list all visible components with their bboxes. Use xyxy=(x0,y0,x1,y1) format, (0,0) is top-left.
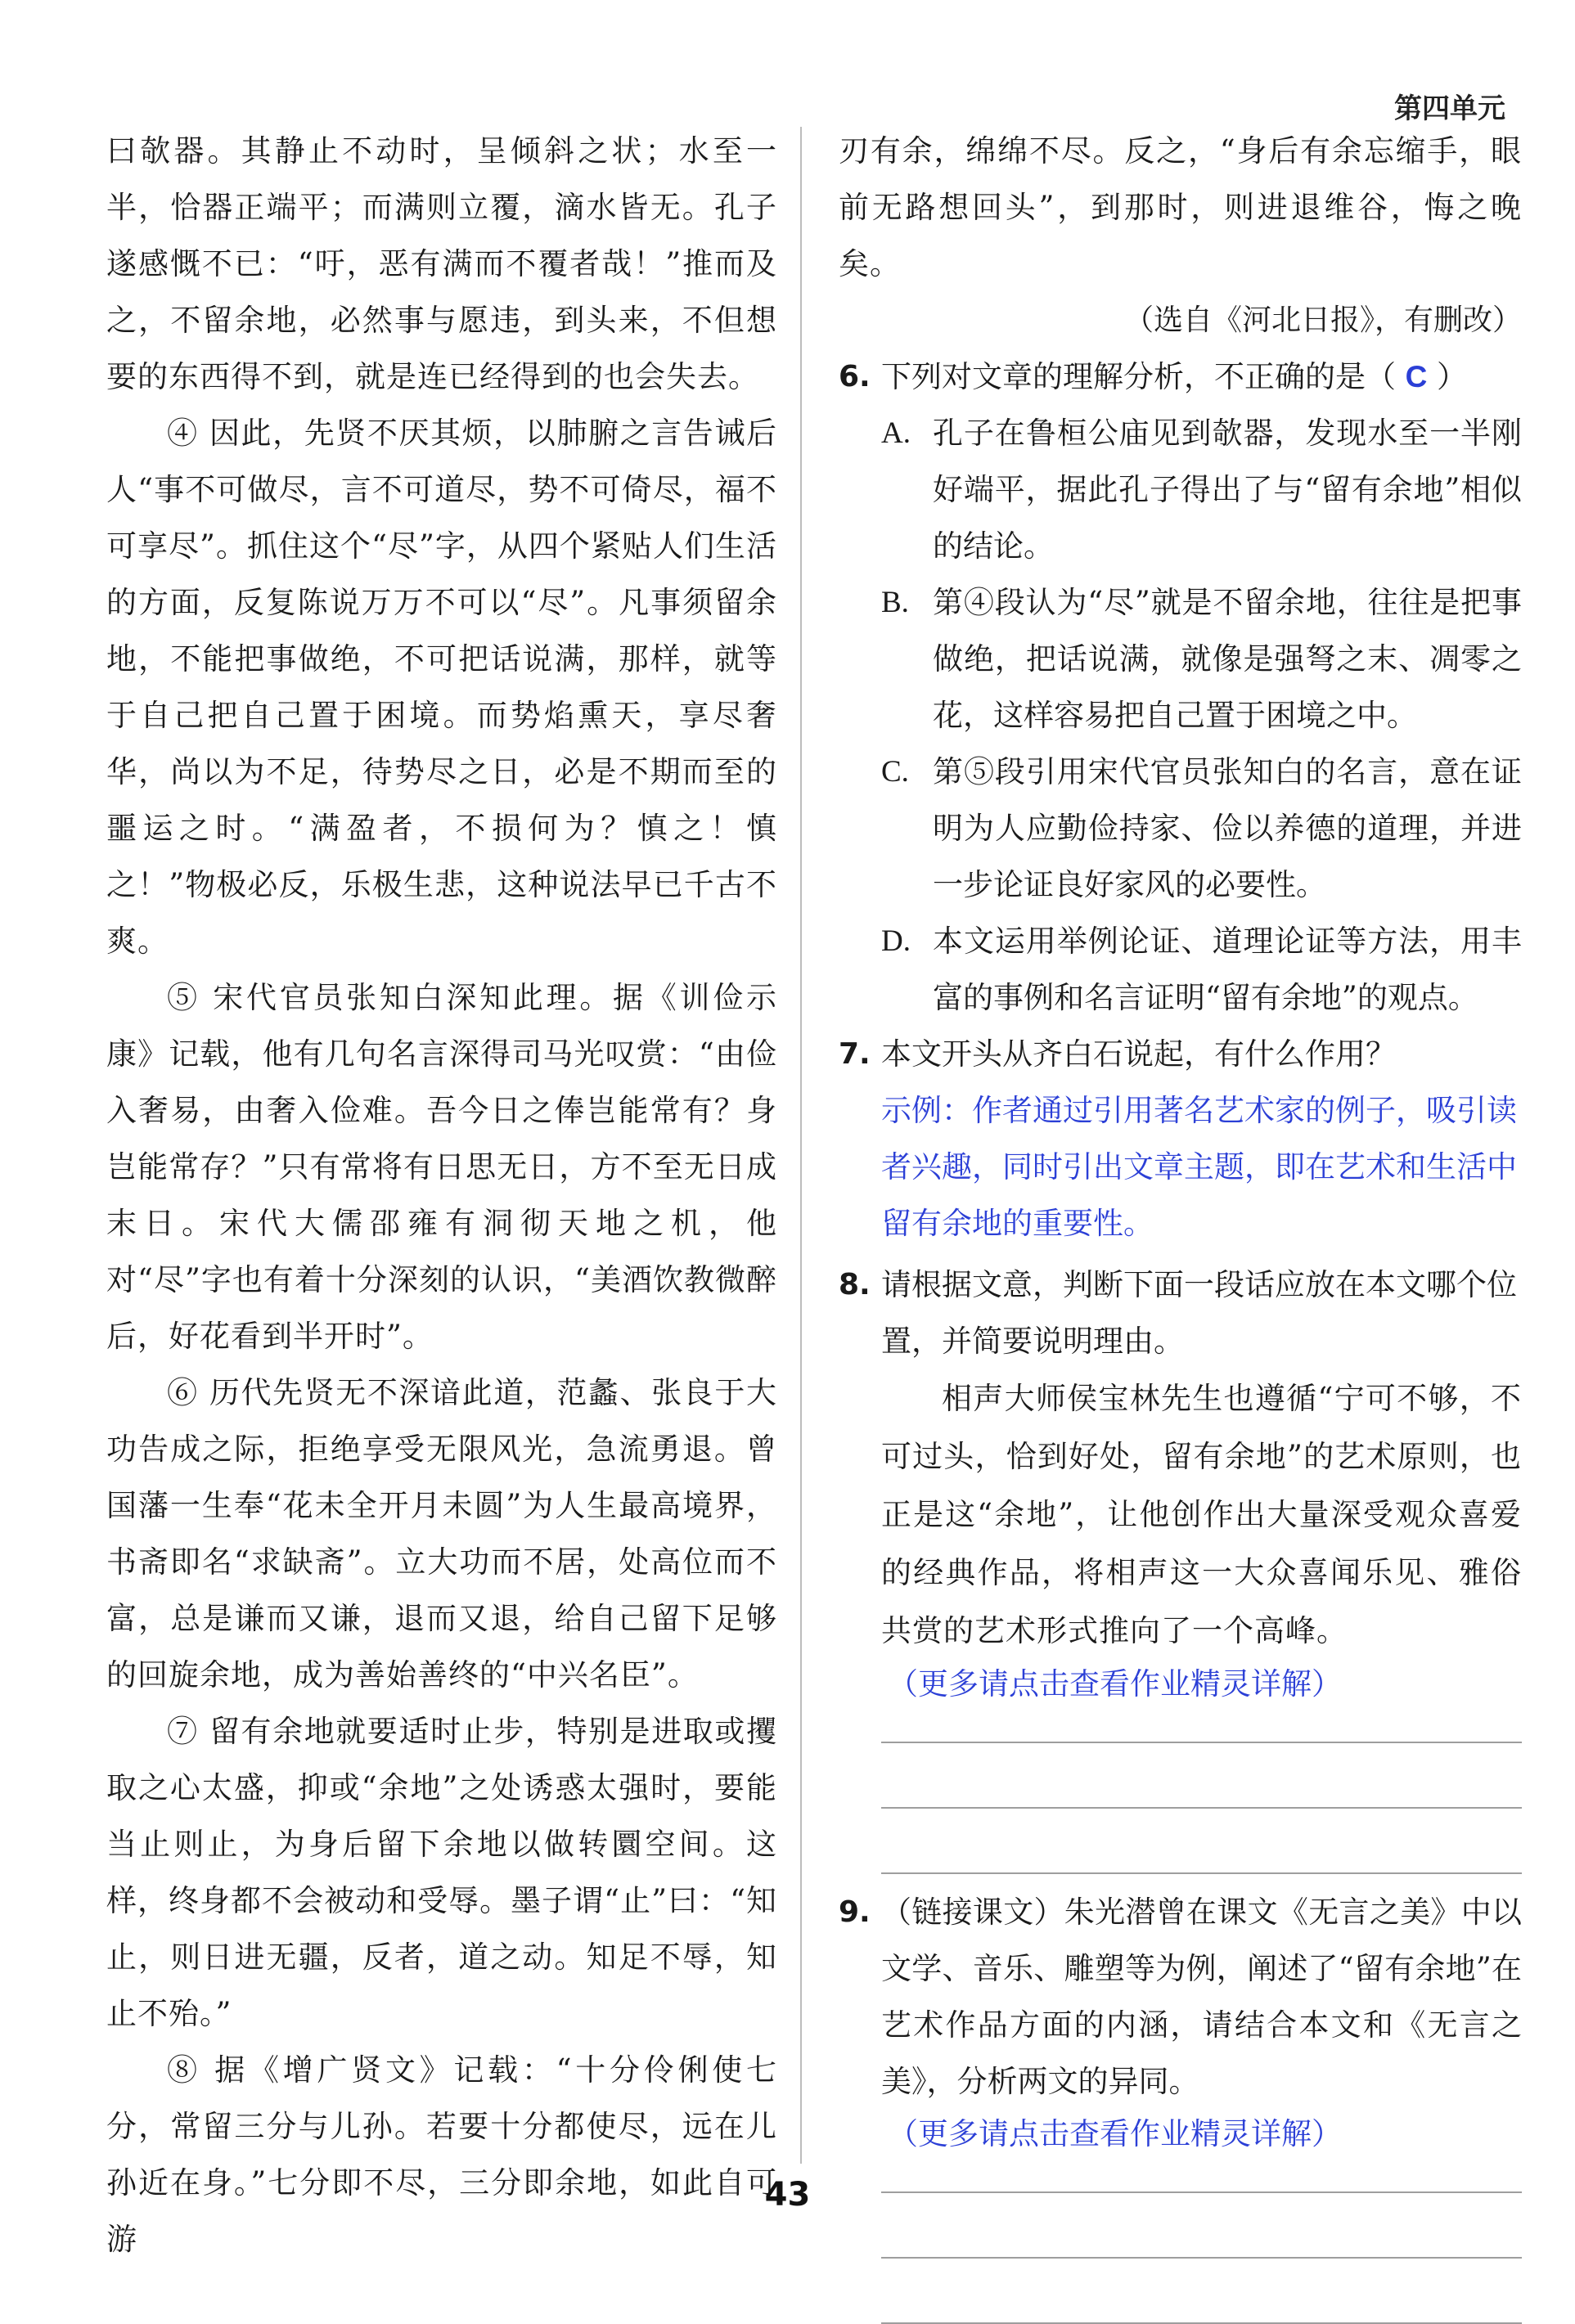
question-number: 7. xyxy=(839,1037,871,1071)
option-text: 第④段认为“尽”就是不留余地，往往是把事做绝，把话说满，就像是强弩之末、凋零之花，这样容易把自己置于困境之中。 xyxy=(933,585,1522,733)
column-divider xyxy=(800,127,802,2164)
option-text: 孔子在鲁桓公庙见到欹器，发现水至一半刚好端平，据此孔子得出了与“留有余地”相似的结论。 xyxy=(933,416,1522,564)
option-label: B. xyxy=(881,586,909,619)
paragraph-continued: 曰欹器。其静止不动时，呈倾斜之状；水至一半，恰器正端平；而满则立覆，滴水皆无。孔子遂感慨不已：“吁，恶有满而不覆者哉！”推而及之，不留余地，必然事与愿违，到头来，不但想要的东西得不到，就是连已经得到的也会失去。 xyxy=(106,133,777,394)
question-text: （链接课文）朱光潜曾在课文《无言之美》中以文学、音乐、雕塑等为例，阐述了“留有余地”在艺术作品方面的内涵，请结合本文和《无言之美》，分析两文的异同。 xyxy=(881,1895,1522,2099)
question-7 xyxy=(839,1026,1522,1252)
answer-line xyxy=(881,1709,1522,1743)
question-7-stem xyxy=(839,1026,1522,1082)
question-8-detail-link[interactable]: （更多请点击查看作业精灵详解） xyxy=(888,1666,1342,1701)
option-label: A. xyxy=(881,416,911,450)
option-label: C. xyxy=(881,755,909,789)
paragraph-4: ④ 因此，先贤不厌其烦，以肺腑之言告诫后人“事不可做尽，言不可道尽，势不可倚尽，福不可享尽”。抓住这个“尽”字，从四个紧贴人们生活的方面，反复陈说万万不可以“尽”。凡事须留余地，不能把事做绝，不可把话说满，那样，就等于自己把自己置于困境。而势焰熏天，享尽奢华，尚以为不足，待势尽之日，必是不期而至的噩运之时。“满盈者，不损何为？慎之！慎之！”物极必反，乐极生悲，这种说法早已千古不爽。 xyxy=(106,416,777,959)
question-text: 下列对文章的理解分析，不正确的是（ xyxy=(881,359,1396,394)
page-number: 43 xyxy=(764,2176,811,2214)
source-note: （选自《河北日报》，有删改） xyxy=(1123,303,1522,337)
bracket-close: ） xyxy=(1437,359,1467,394)
option-b xyxy=(839,574,1522,744)
question-text: 本文开头从齐白石说起，有什么作用？ xyxy=(881,1036,1396,1072)
answer-choice: C xyxy=(1405,360,1428,393)
answer-line xyxy=(881,1809,1522,1874)
question-6-stem xyxy=(839,348,1522,405)
unit-label: 第四单元 xyxy=(1394,92,1505,125)
option-a xyxy=(839,405,1522,574)
question-number: 9. xyxy=(839,1895,871,1929)
option-text: 本文运用举例论证、道理论证等方法，用丰富的事例和名言证明“留有余地”的观点。 xyxy=(933,924,1522,1015)
question-8 xyxy=(839,1256,1522,1874)
paragraph-5: ⑤ 宋代官员张知白深知此理。据《训俭示康》记载，他有几句名言深得司马光叹赏：“由俭入奢易，由奢入俭难。吾今日之俸岂能常有？身岂能常存？”只有常将有日思无日，方不至无日成末日。宋代大儒邵雍有洞彻天地之机，他对“尽”字也有着十分深刻的认识，“美酒饮教微醉后，好花看到半开时”。 xyxy=(106,980,777,1354)
option-label: D. xyxy=(881,924,911,958)
question-8-quote: 相声大师侯宝林先生也遵循“宁可不够，不可过头，恰到好处，留有余地”的艺术原则，也正是这“余地”，让他创作出大量深受观众喜爱的经典作品，将相声这一大众喜闻乐见、雅俗共赏的艺术形式推向了一个高峰。 xyxy=(881,1381,1522,1648)
answer-line xyxy=(881,2259,1522,2324)
question-number: 8. xyxy=(839,1268,871,1301)
paragraph-6: ⑥ 历代先贤无不深谙此道，范蠡、张良于大功告成之际，拒绝享受无限风光，急流勇退。曾国藩一生奉“花未全开月未圆”为人生最高境界，书斋即名“求缺斋”。立大功而不居，处高位而不富，总是谦而又谦，退而又退，给自己留下足够的回旋余地，成为善始善终的“中兴名臣”。 xyxy=(106,1375,777,1692)
paragraph-7: ⑦ 留有余地就要适时止步，特别是进取或攫取之心太盛，抑或“余地”之处诱惑太强时，要能当止则止，为身后留下余地以做转圜空间。这样，终身都不会被动和受辱。墨子谓“止”曰：“知止，则日进无疆，反者，道之动。知足不辱，知止不殆。” xyxy=(106,1714,777,2031)
questions-right-column xyxy=(839,123,1522,2324)
article-continuation: 刃有余，绵绵不尽。反之，“身后有余忘缩手，眼前无路想回头”，到那时，则进退维谷，悔之晚矣。 xyxy=(839,133,1522,281)
article-left-column xyxy=(106,123,777,2268)
option-c xyxy=(839,744,1522,913)
question-number: 6. xyxy=(839,360,871,393)
option-text: 第⑤段引用宋代官员张知白的名言，意在证明为人应勤俭持家、俭以养德的道理，并进一步论证良好家风的必要性。 xyxy=(933,754,1522,902)
question-text: 请根据文意，判断下面一段话应放在本文哪个位置，并简要说明理由。 xyxy=(881,1267,1517,1359)
question-7-answer: 示例：作者通过引用著名艺术家的例子，吸引读者兴趣，同时引出文章主题，即在艺术和生活中留有余地的重要性。 xyxy=(881,1093,1517,1241)
question-8-stem xyxy=(839,1256,1522,1369)
question-6 xyxy=(839,348,1522,1026)
option-d xyxy=(839,913,1522,1026)
question-9 xyxy=(839,1884,1522,2324)
question-9-stem xyxy=(839,1884,1522,2110)
answer-line xyxy=(881,1743,1522,1809)
question-9-detail-link[interactable]: （更多请点击查看作业精灵详解） xyxy=(888,2116,1342,2151)
paragraph-8: ⑧ 据《增广贤文》记载：“十分伶俐使七分，常留三分与儿孙。若要十分都使尽，远在儿孙近在身。”七分即不尽，三分即余地，如此自可游 xyxy=(106,2052,777,2257)
